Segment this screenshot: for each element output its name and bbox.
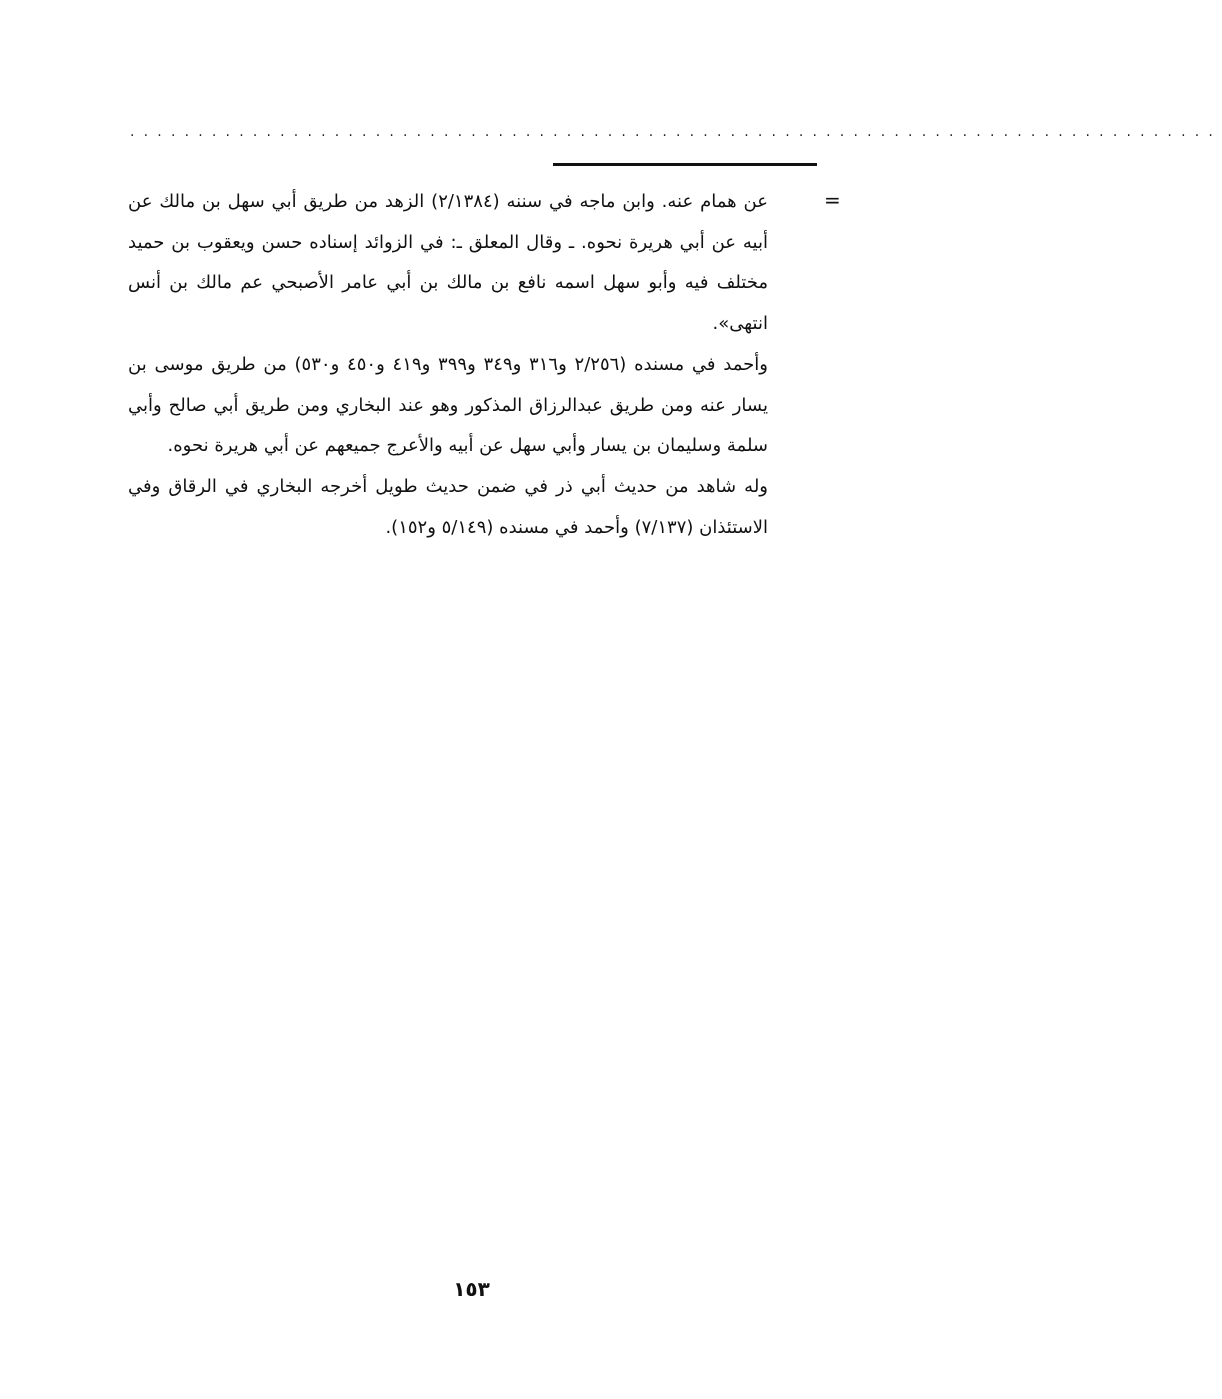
page-number: ١٥٣ [453, 1277, 490, 1301]
footnote-rule [553, 163, 817, 166]
footnote-paragraph-3: وله شاهد من حديث أبي ذر في ضمن حديث طويل أخرجه البخاري في الرقاق وفي الاستئذان (٧/١٣٧) وأحمد في مسنده (٥/١٤٩ و١٥٢). [128, 475, 768, 538]
footnote-paragraph-2: وأحمد في مسنده (٢/٢٥٦ و٣١٦ و٣٤٩ و٣٩٩ و٤١٩ و٤٥٠ و٥٣٠) من طريق موسى بن يسار عنه ومن طريق عبدالرزاق المذكور وهو عند البخاري ومن طريق أبي صالح وأبي سلمة وسليمان بن يسار وأبي سهل عن أبيه والأعرج جميعهم عن أبي هريرة نحوه. [128, 353, 768, 457]
footnote-body [128, 182, 768, 548]
footnote-paragraph-1: عن همام عنه. وابن ماجه في سننه (٢/١٣٨٤) الزهد من طريق أبي سهل بن مالك عن أبيه عن أبي هريرة نحوه. ـ وقال المعلق ـ: في الزوائد إسناده حسن ويعقوب بن حميد مختلف فيه وأبو سهل اسمه نافع بن مالك بن أبي عامر الأصبحي عم مالك بن أنس انتهى». [128, 191, 768, 335]
dotted-separator: ................................................................................ [130, 124, 1222, 140]
continuation-mark: = [824, 188, 841, 212]
